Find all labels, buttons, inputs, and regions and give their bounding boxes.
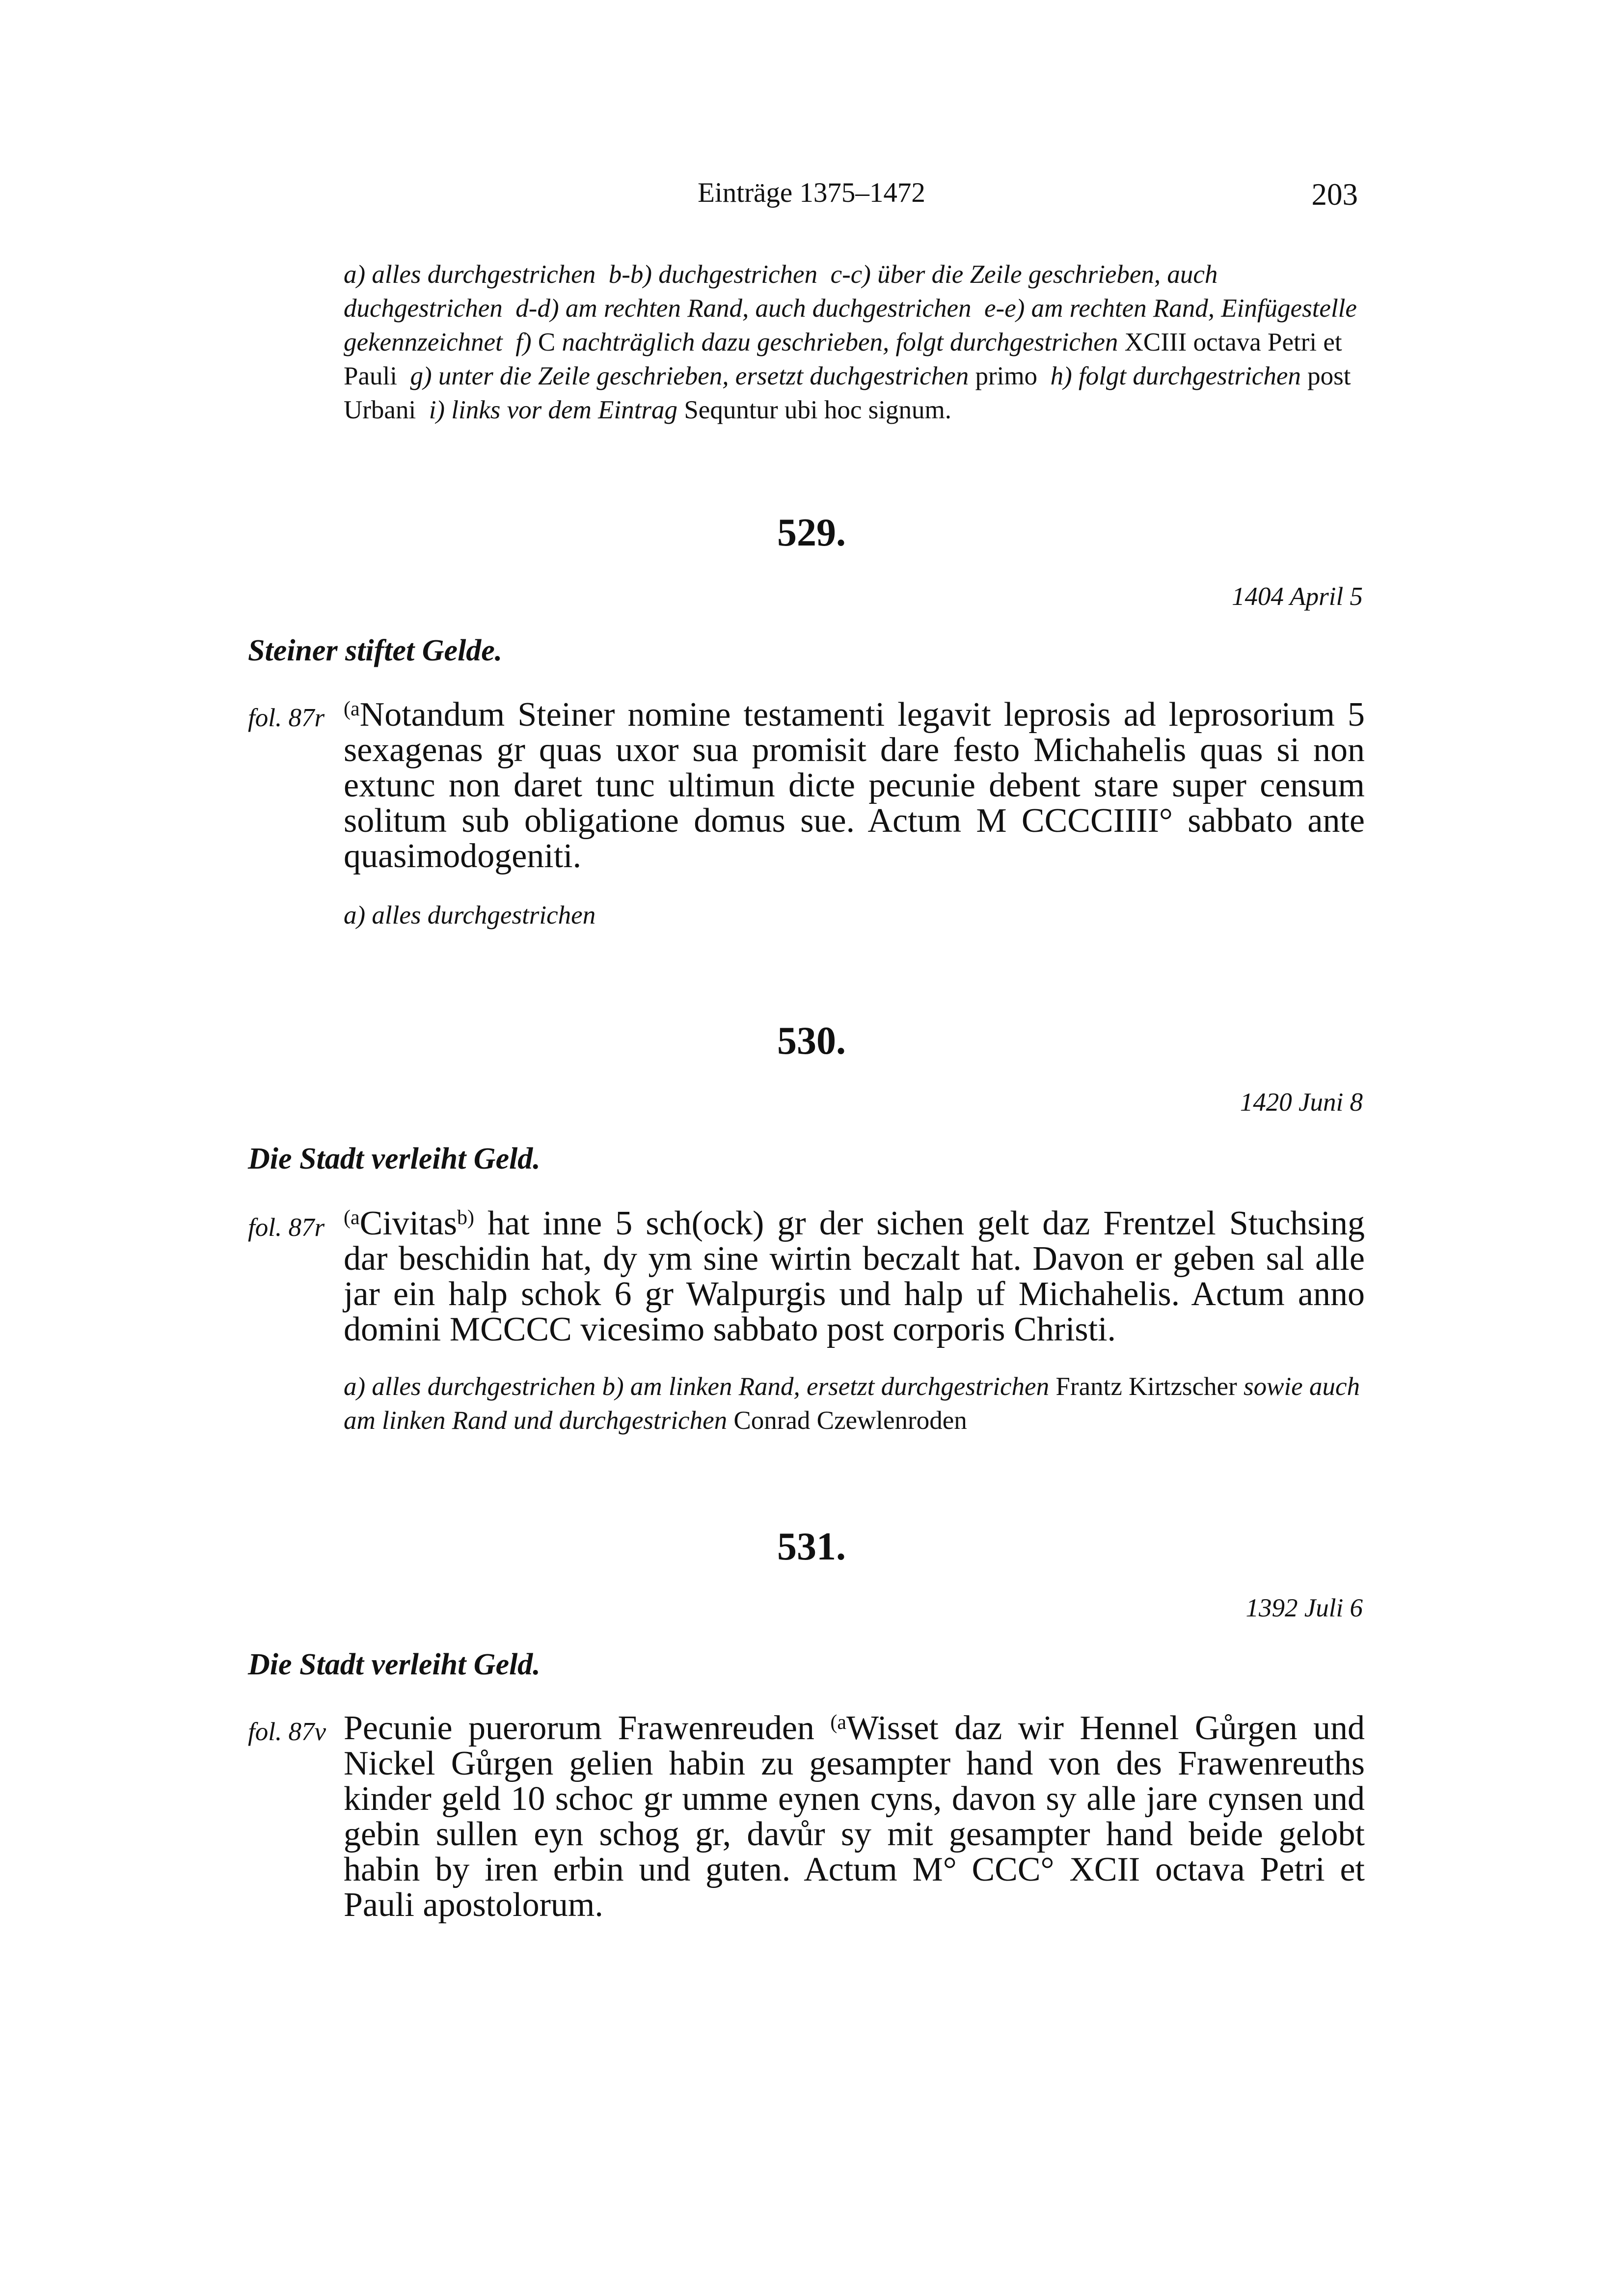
folio-reference: fol. 87r bbox=[248, 704, 325, 732]
footnote-marker: (a bbox=[830, 1711, 846, 1734]
entry-note-name: Frantz Kirtzscher bbox=[1055, 1372, 1237, 1401]
folio-reference: fol. 87v bbox=[248, 1718, 326, 1746]
note-g-label: g) unter die Zeile geschrieben, ersetzt duchgestrichen bbox=[410, 362, 969, 390]
entry-date: 1404 April 5 bbox=[1232, 582, 1363, 611]
entry-lead-word: Civitas bbox=[359, 1204, 457, 1242]
entry-lead-text: Pecunie puerorum Frawenreuden bbox=[344, 1709, 814, 1747]
folio-reference: fol. 87r bbox=[248, 1213, 325, 1242]
footnote-marker: (a bbox=[344, 698, 360, 720]
entry-date: 1420 Juni 8 bbox=[1240, 1088, 1363, 1117]
note-d: d-d) am rechten Rand, auch duchgestrichen bbox=[515, 294, 972, 323]
entry-body: Notandum Steiner nomine testamenti legavit leprosis ad leprosorium 5 sexagenas gr quas uxor sua promisit dare festo Michahelis quas si non extunc non daret tunc ultimun dicte pecunie debent stare super censum solitum sub obligatione domus sue. Actum M CCCCIIII° sabbato ante quasimodogeniti. bbox=[344, 696, 1365, 875]
entry-note bbox=[344, 899, 1365, 932]
entry-note-name: Conrad Czewlenroden bbox=[733, 1406, 967, 1435]
footnote-marker: b) bbox=[457, 1206, 474, 1229]
note-g-text: primo bbox=[975, 362, 1038, 390]
note-i-label: i) links vor dem Eintrag bbox=[429, 396, 678, 424]
entry-number: 530. bbox=[777, 1019, 846, 1063]
note-f-text: C bbox=[538, 328, 556, 356]
note-h-text: post Urbani bbox=[344, 362, 1351, 424]
running-title: Einträge 1375–1472 bbox=[698, 177, 925, 208]
note-f-text2: nachträglich dazu geschrieben, folgt durchgestrichen bbox=[562, 328, 1118, 356]
note-b: b-b) duchgestrichen bbox=[608, 260, 818, 289]
entry-text bbox=[344, 697, 1365, 874]
entry-date: 1392 Juli 6 bbox=[1245, 1594, 1363, 1622]
note-h-label: h) folgt durchgestrichen bbox=[1050, 362, 1301, 390]
entry-note-text: a) alles durchgestrichen bbox=[344, 901, 596, 929]
footnote-marker: (a bbox=[344, 1206, 360, 1229]
entry-note bbox=[344, 1370, 1365, 1438]
note-c: c-c) über die Zeile geschrieben, auch duchgestrichen bbox=[344, 260, 1218, 323]
note-f-label: f) bbox=[515, 328, 532, 356]
entry-number: 531. bbox=[777, 1525, 846, 1568]
entry-text bbox=[344, 1711, 1365, 1923]
entry-title: Die Stadt verleiht Geld. bbox=[248, 1648, 541, 1681]
note-f-text3: XCIII octava Petri et Pauli bbox=[344, 328, 1342, 390]
entry-body: hat inne 5 sch(ock) gr der sichen gelt daz Frentzel Stuchsing dar beschidin hat, dy ym sine wirtin beczalt hat. Davon er geben sal alle jar ein halp schok 6 gr Walpurgis und halp uf Michahelis. Actum anno domini MCCCC vicesimo sabbato post corporis Christi. bbox=[344, 1204, 1365, 1348]
entry-title: Die Stadt verleiht Geld. bbox=[248, 1142, 541, 1175]
entry-note-text: a) alles durchgestrichen b) am linken Rand, ersetzt durchgestrichen bbox=[344, 1372, 1050, 1401]
entry-title: Steiner stiftet Gelde. bbox=[248, 634, 503, 667]
note-i-text: Sequntur ubi hoc signum. bbox=[684, 396, 952, 424]
entry-number: 529. bbox=[777, 511, 846, 554]
note-a: a) alles durchgestrichen bbox=[344, 260, 596, 289]
entry-note-text: sowie auch am linken Rand und durchgestrichen bbox=[344, 1372, 1360, 1435]
previous-entry-notes bbox=[344, 258, 1365, 427]
entry-body: Wisset daz wir Hennel Gůrgen und Nickel Gůrgen gelien habin zu gesampter hand von des Frawenreuths kinder geld 10 schoc gr umme eynen cyns, davon sy alle jare cynsen und gebin sullen eyn schog gr, davůr sy mit gesampter hand beide gelobt habin by iren erbin und guten. Actum M° CCC° XCII octava Petri et Pauli apostolorum. bbox=[344, 1709, 1365, 1924]
entry-text bbox=[344, 1206, 1365, 1347]
page-number: 203 bbox=[1311, 177, 1358, 212]
note-e: e-e) am rechten Rand, Einfügestelle gekennzeichnet bbox=[344, 294, 1357, 356]
